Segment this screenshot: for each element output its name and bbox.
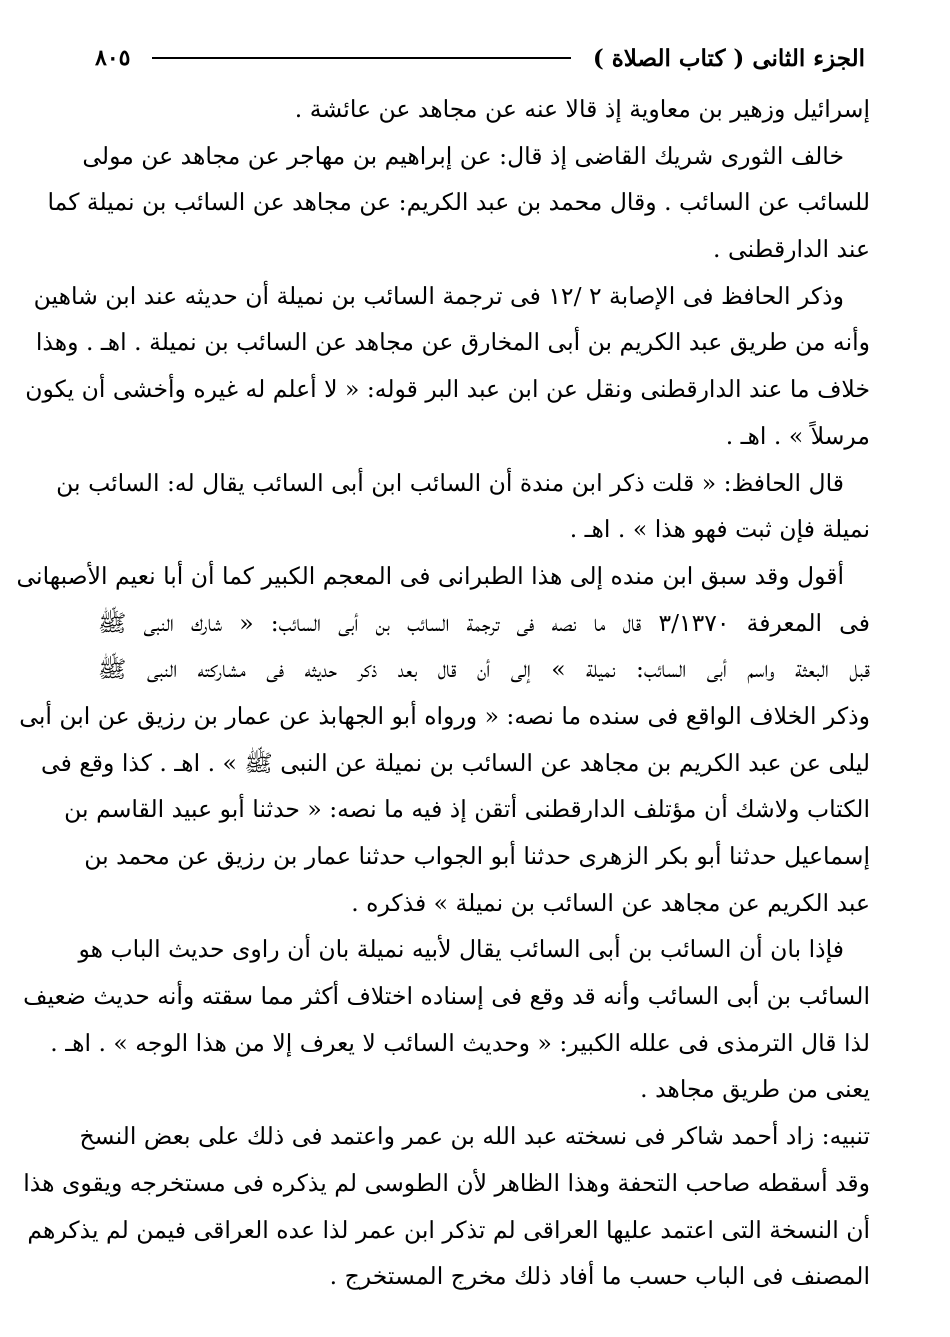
text-line: يعنى من طريق مجاهد . — [640, 1075, 870, 1104]
text-line: عبد الكريم عن مجاهد عن السائب بن نميلة » فذكره . — [351, 888, 870, 917]
text-line: وذكر الخلاف الواقع فى سنده ما نصه: « ورواه أبو الجهابذ عن عمار بن رزيق عن ابن أبى — [19, 701, 870, 730]
text-line: وقد أسقطه صاحب التحفة وهذا الظاهر لأن الطوسى لم يذكره فى مستخرجه ويقوى هذا — [23, 1168, 870, 1197]
text-line: تنبيه: زاد أحمد شاكر فى نسخته عبد الله بن عمر واعتمد فى ذلك على بعض النسخ — [79, 1122, 870, 1151]
text-line: عند الدارقطنى . — [713, 235, 870, 264]
header-rule — [152, 57, 570, 59]
text-line: إسماعيل حدثنا أبو بكر الزهرى حدثنا أبو الجواب حدثنا عمار بن رزيق عن محمد بن — [84, 842, 870, 870]
page-number: ٨٠٥ — [95, 45, 131, 71]
running-header — [95, 40, 865, 76]
text-line: ليلى عن عبد الكريم بن مجاهد عن السائب بن نميلة عن النبى ﷺ » . اهـ . كذا وقع فى — [40, 748, 870, 777]
text-line: نميلة فإن ثبت فهو هذا » . اهـ . — [569, 515, 870, 544]
text-line: للسائب عن السائب . وقال محمد بن عبد الكريم: عن مجاهد عن السائب بن نميلة كما — [47, 188, 870, 217]
text-line: وذكر الحافظ فى الإصابة ٢ /١٢ فى ترجمة السائب بن نميلة أن حديثه عند ابن شاهين — [33, 281, 844, 310]
text-line: فإذا بان أن السائب بن أبى السائب يقال لأبيه نميلة بان أن راوى حديث الباب هو — [78, 935, 844, 964]
text-line: خالف الثورى شريك القاضى إذ قال: عن إبراهيم بن مهاجر عن مجاهد عن مولى — [82, 141, 844, 170]
text-line: السائب بن أبى السائب وأنه قد وقع فى إسناده اختلاف أكثر مما سقته وأنه حديث ضعيف — [23, 982, 870, 1011]
text-line: أن النسخة التى اعتمد عليها العراقى لم تذكر ابن عمر لذا عده العراقى فيمن لم يذكرهم — [27, 1215, 870, 1244]
page-body — [16, 86, 871, 1300]
text-line: إسرائيل وزهير بن معاوية إذ قالا عنه عن مجاهد عن عائشة . — [294, 95, 870, 123]
text-line: المصنف فى الباب حسب ما أفاد ذلك مخرج المستخرج . — [329, 1262, 870, 1291]
text-line: الكتاب ولاشك أن مؤتلف الدارقطنى أتقن إذ فيه ما نصه: « حدثنا أبو عبيد القاسم بن — [64, 795, 870, 824]
text-line: فى المعرفة ٣/١٣٧٠ قال ما نصه فى ترجمة السائب بن أبى السائب: « شارك النبى ﷺ — [98, 608, 871, 637]
text-line: وأنه من طريق عبد الكريم بن أبى المخارق عن مجاهد عن السائب بن نميلة . اهـ . وهذا — [35, 328, 870, 357]
text-line: أقول وقد سبق ابن منده إلى هذا الطبرانى فى المعجم الكبير كما أن أبا نعيم الأصبهانى — [16, 561, 844, 590]
text-line: قبل البعثة واسم أبى السائب: نميلة » إلى أن قال بعد ذكر حديثه فى مشاركته النبى ﷺ — [98, 655, 870, 684]
text-line: لذا قال الترمذى فى علله الكبير: « وحديث السائب لا يعرف إلا من هذا الوجه » . اهـ . — [50, 1028, 870, 1057]
text-line: مرسلاً » . اهـ . — [725, 421, 870, 450]
header-title: الجزء الثانى ( كتاب الصلاة ) — [592, 44, 865, 72]
text-line: خلاف ما عند الدارقطنى ونقل عن ابن عبد البر قوله: « لا أعلم له غيره وأخشى أن يكون — [25, 375, 870, 404]
text-line: قال الحافظ: « قلت ذكر ابن مندة أن السائب ابن أبى السائب يقال له: السائب بن — [56, 468, 844, 497]
